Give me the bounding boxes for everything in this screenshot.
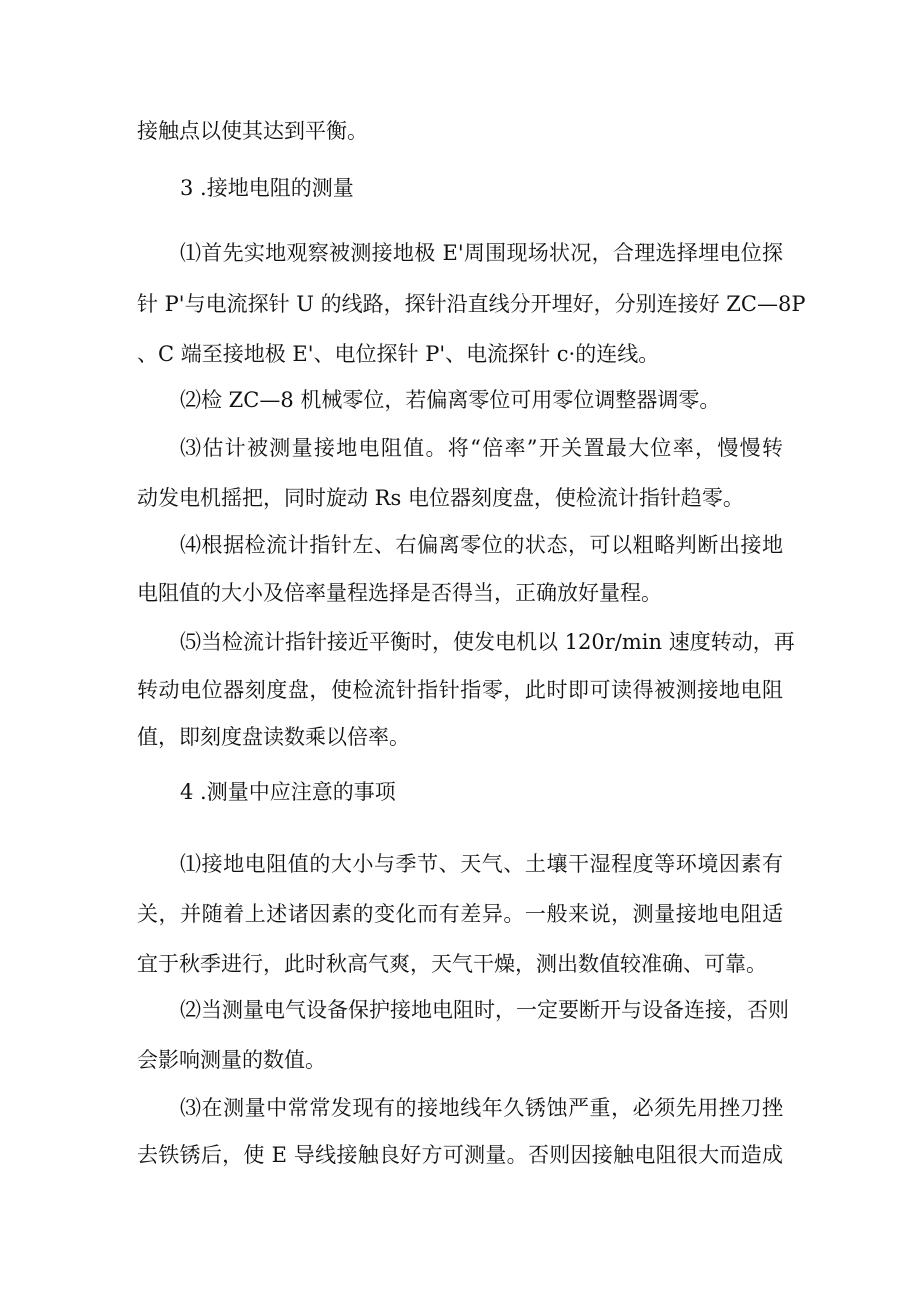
section-heading-3: 3 .接地电阻的测量: [180, 176, 354, 200]
paragraph-line: ⑴接地电阻值的大小与季节、天气、土壤干湿程度等环境因素有: [180, 852, 783, 876]
paragraph-line: ⑷根据检流计指针左、右偏离零位的状态，可以粗略判断出接地: [180, 533, 783, 557]
paragraph-line: 转动电位器刻度盘，使检流针指针指零，此时即可读得被测接地电阻: [137, 678, 783, 702]
paragraph-line: 针 P'与电流探针 U 的线路，探针沿直线分开埋好，分别连接好 ZC—8P: [137, 292, 806, 316]
paragraph-line: 接触点以使其达到平衡。: [137, 119, 368, 143]
section-heading-4: 4 .测量中应注意的事项: [180, 780, 396, 804]
paragraph-line: 宜于秋季进行，此时秋高气爽，天气干燥，测出数值较准确、可靠。: [137, 952, 767, 976]
paragraph-line: ⑵当测量电气设备保护接地电阻时，一定要断开与设备连接，否则: [180, 998, 789, 1022]
paragraph-line: ⑶在测量中常常发现有的接地线年久锈蚀严重，必须先用挫刀挫: [180, 1096, 783, 1120]
paragraph-line: 、C 端至接地极 E'、电位探针 P'、电流探针 c·的连线。: [137, 342, 660, 366]
paragraph-line: 会影响测量的数值。: [137, 1048, 326, 1072]
paragraph-line: ⑶估计被测量接地电阻值。将“倍率”开关置最大位率，慢慢转: [180, 436, 783, 460]
paragraph-line: ⑵检 ZC—8 机械零位，若偏离零位可用零位调整器调零。: [180, 388, 721, 412]
paragraph-line: 电阻值的大小及倍率量程选择是否得当，正确放好量程。: [137, 581, 662, 605]
paragraph-line: 动发电机摇把，同时旋动 Rs 电位器刻度盘，使检流计指针趋零。: [137, 486, 744, 510]
paragraph-line: 关，并随着上述诸因素的变化而有差异。一般来说，测量接地电阻适: [137, 902, 783, 926]
paragraph-line: ⑸当检流计指针接近平衡时，使发电机以 120r∕min 速度转动，再: [180, 630, 795, 654]
paragraph-line: 值，即刻度盘读数乘以倍率。: [137, 725, 410, 749]
paragraph-line: 去铁锈后，使 E 导线接触良好方可测量。否则因接触电阻很大而造成: [137, 1143, 783, 1167]
paragraph-line: ⑴首先实地观察被测接地极 E'周围现场状况，合理选择埋电位探: [180, 241, 783, 265]
